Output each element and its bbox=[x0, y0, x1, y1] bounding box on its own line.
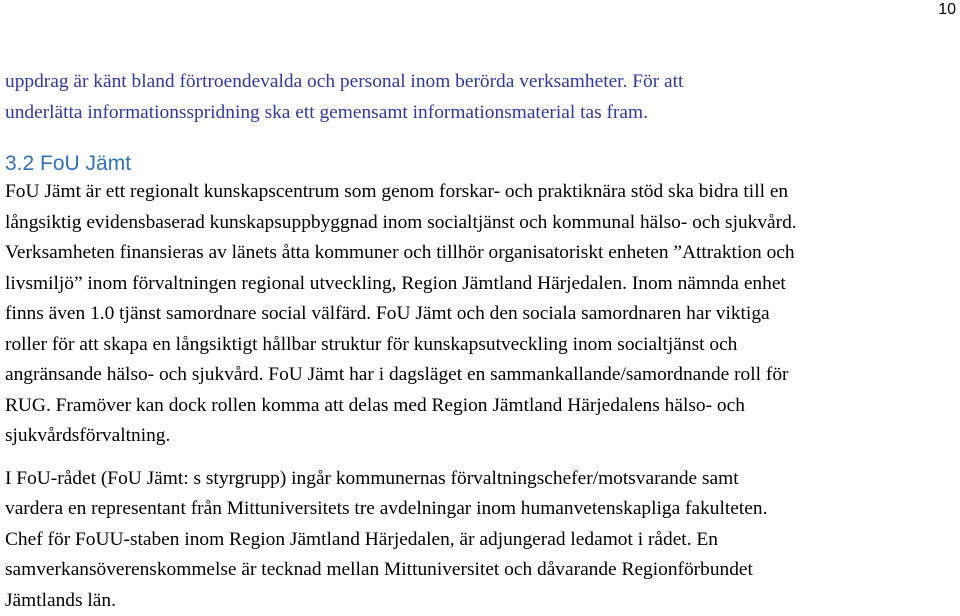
text-line: underlätta informationsspridning ska ett gemensamt informationsmaterial tas fram. bbox=[5, 98, 955, 129]
text-line: Jämtlands län. bbox=[5, 586, 955, 616]
section-heading: 3.2 FoU Jämt bbox=[5, 150, 955, 177]
text-line: angränsande hälso- och sjukvård. FoU Jämt har i dagsläget en sammankallande/samordnande roll för bbox=[5, 360, 955, 391]
document-body bbox=[5, 67, 955, 616]
text-line: finns även 1.0 tjänst samordnare social välfärd. FoU Jämt och den sociala samordnaren har viktiga bbox=[5, 299, 955, 330]
text-line: Chef för FoUU-staben inom Region Jämtland Härjedalen, är adjungerad ledamot i rådet. En bbox=[5, 525, 955, 556]
page-number: 10 bbox=[938, 0, 956, 20]
text-line: sjukvårdsförvaltning. bbox=[5, 421, 955, 452]
text-line: RUG. Framöver kan dock rollen komma att delas med Region Jämtland Härjedalens hälso- och bbox=[5, 391, 955, 422]
body-paragraph bbox=[5, 177, 955, 452]
text-line: livsmiljö” inom förvaltningen regional utveckling, Region Jämtland Härjedalen. Inom nämnda enhet bbox=[5, 269, 955, 300]
text-line: vardera en representant från Mittuniversitets tre avdelningar inom humanvetenskapliga fakulteten. bbox=[5, 494, 955, 525]
text-line: Verksamheten finansieras av länets åtta kommuner och tillhör organisatoriskt enheten ”Attraktion och bbox=[5, 238, 955, 269]
body-paragraph bbox=[5, 464, 955, 616]
text-line: FoU Jämt är ett regionalt kunskapscentrum som genom forskar- och praktiknära stöd ska bidra till en bbox=[5, 177, 955, 208]
text-line: I FoU-rådet (FoU Jämt: s styrgrupp) ingår kommunernas förvaltningschefer/motsvarande samt bbox=[5, 464, 955, 495]
text-line: samverkansöverenskommelse är tecknad mellan Mittuniversitet och dåvarande Regionförbundet bbox=[5, 555, 955, 586]
text-line: roller för att skapa en långsiktigt hållbar struktur för kunskapsutveckling inom socialtjänst och bbox=[5, 330, 955, 361]
text-line: uppdrag är känt bland förtroendevalda och personal inom berörda verksamheter. För att bbox=[5, 67, 955, 98]
intro-paragraph bbox=[5, 67, 955, 128]
text-line: långsiktig evidensbaserad kunskapsuppbyggnad inom socialtjänst och kommunal hälso- och sjukvård. bbox=[5, 208, 955, 239]
